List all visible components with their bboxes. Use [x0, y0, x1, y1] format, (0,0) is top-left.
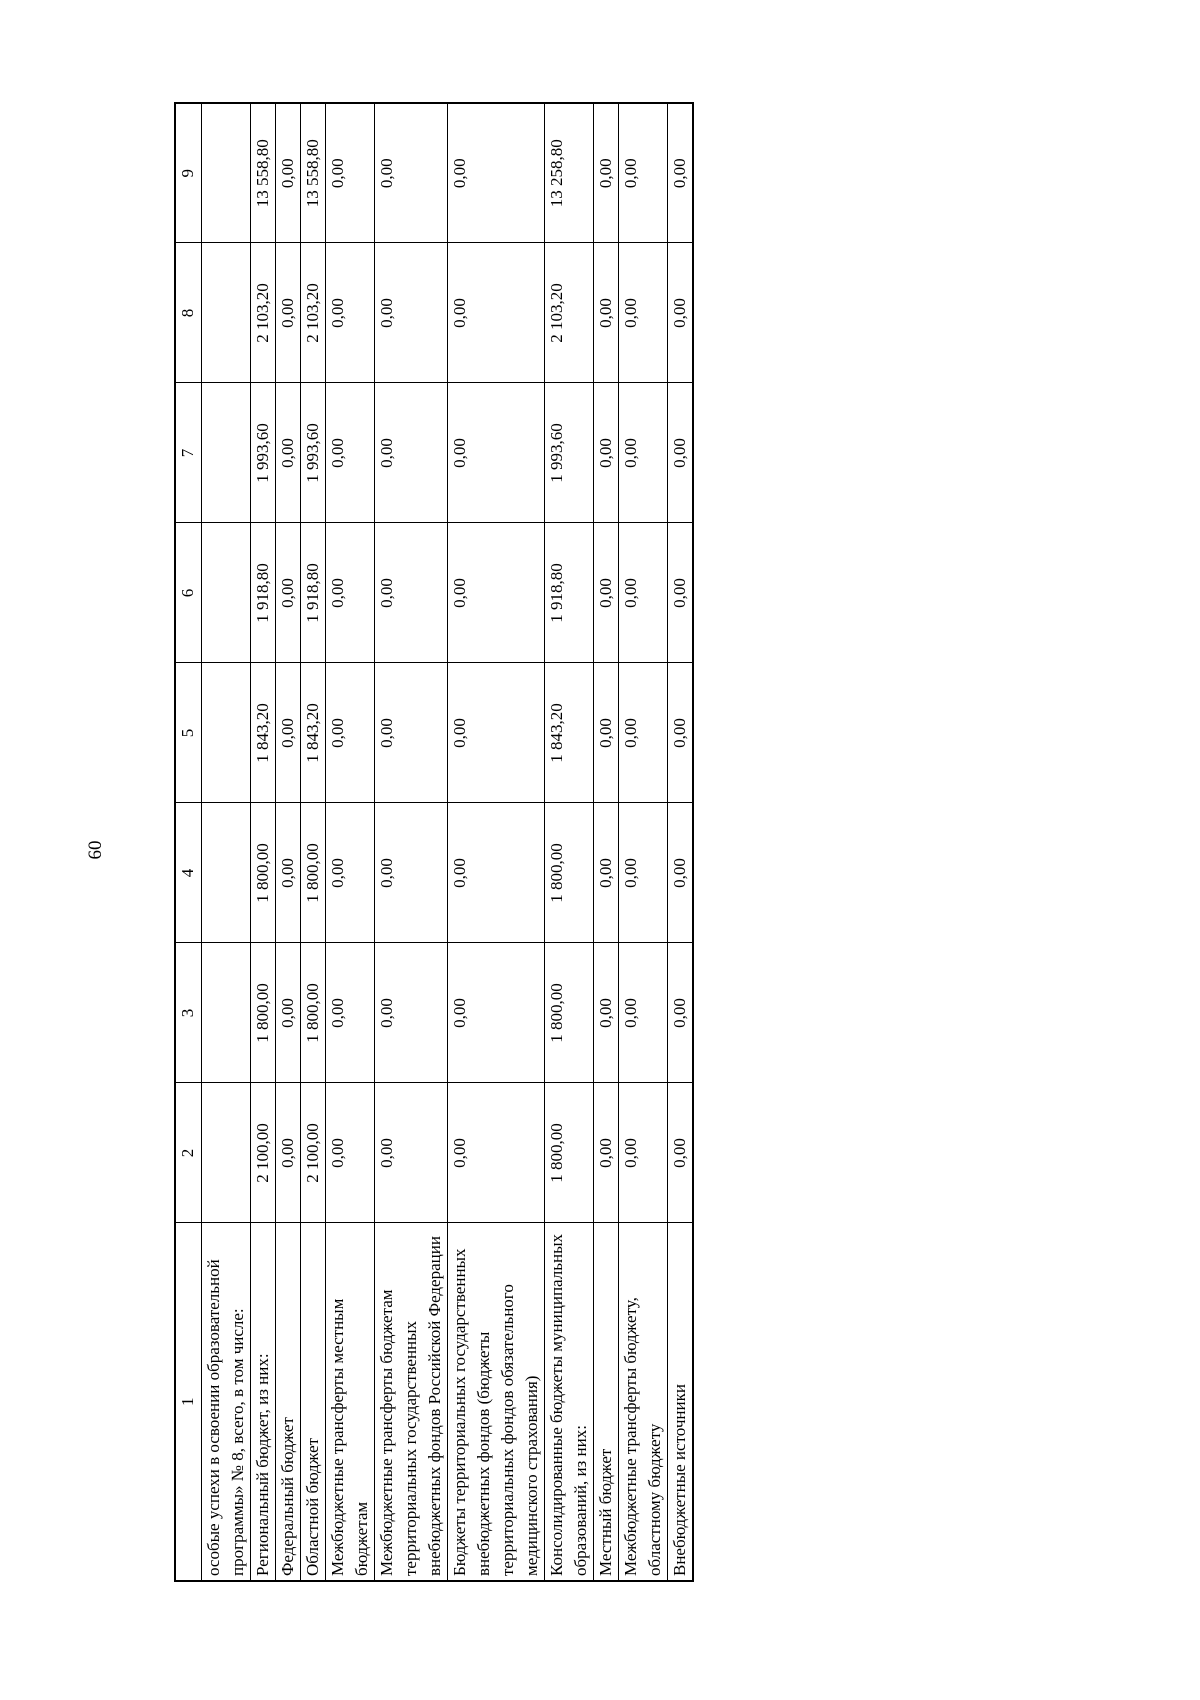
- value-cell: 2 103,20: [251, 243, 276, 383]
- value-cell: [202, 1083, 251, 1223]
- value-cell: 0,00: [619, 803, 668, 943]
- value-cell: 0,00: [375, 1083, 448, 1223]
- column-header: 9: [175, 103, 202, 243]
- value-cell: 0,00: [326, 943, 375, 1083]
- value-cell: 0,00: [276, 243, 301, 383]
- row-label: Внебюджетные источники: [668, 1223, 694, 1581]
- value-cell: 1 993,60: [301, 383, 326, 523]
- table-row: [668, 103, 694, 1581]
- value-cell: 0,00: [594, 243, 619, 383]
- value-cell: 0,00: [448, 383, 545, 523]
- value-cell: 0,00: [619, 1083, 668, 1223]
- value-cell: 0,00: [448, 1083, 545, 1223]
- row-label: Местный бюджет: [594, 1223, 619, 1581]
- table-row: [251, 103, 276, 1581]
- value-cell: 1 800,00: [301, 943, 326, 1083]
- rotated-table-container: [174, 104, 880, 1582]
- value-cell: 0,00: [619, 243, 668, 383]
- column-header: 2: [175, 1083, 202, 1223]
- row-label: Региональный бюджет, из них:: [251, 1223, 276, 1581]
- value-cell: 2 103,20: [545, 243, 594, 383]
- row-label: Бюджеты территориальных государственных внебюджетных фондов (бюджеты территориальных фондов обязательного медицинского страхования): [448, 1223, 545, 1581]
- column-header: 1: [175, 1223, 202, 1581]
- value-cell: 0,00: [326, 103, 375, 243]
- value-cell: 1 843,20: [251, 663, 276, 803]
- value-cell: 13 258,80: [545, 103, 594, 243]
- table-row: [301, 103, 326, 1581]
- value-cell: 0,00: [594, 803, 619, 943]
- row-label: Консолидированные бюджеты муниципальных образований, из них:: [545, 1223, 594, 1581]
- value-cell: 1 800,00: [545, 943, 594, 1083]
- value-cell: 1 800,00: [251, 803, 276, 943]
- value-cell: 0,00: [326, 663, 375, 803]
- value-cell: [202, 103, 251, 243]
- row-label: Межбюджетные трансферты бюджету, областному бюджету: [619, 1223, 668, 1581]
- value-cell: 0,00: [594, 523, 619, 663]
- value-cell: 0,00: [594, 1083, 619, 1223]
- value-cell: 0,00: [619, 943, 668, 1083]
- value-cell: 1 800,00: [545, 1083, 594, 1223]
- value-cell: 0,00: [619, 383, 668, 523]
- value-cell: 2 103,20: [301, 243, 326, 383]
- column-header: 4: [175, 803, 202, 943]
- value-cell: 13 558,80: [251, 103, 276, 243]
- row-label: Межбюджетные трансферты местным бюджетам: [326, 1223, 375, 1581]
- value-cell: 1 993,60: [251, 383, 276, 523]
- value-cell: [202, 243, 251, 383]
- value-cell: 0,00: [276, 803, 301, 943]
- value-cell: 0,00: [619, 523, 668, 663]
- value-cell: 0,00: [619, 663, 668, 803]
- value-cell: 0,00: [619, 103, 668, 243]
- value-cell: 1 843,20: [301, 663, 326, 803]
- table-row: [375, 103, 448, 1581]
- column-header: 3: [175, 943, 202, 1083]
- page-number: 60: [85, 840, 106, 860]
- value-cell: 0,00: [668, 243, 694, 383]
- value-cell: 1 800,00: [545, 803, 594, 943]
- value-cell: 0,00: [375, 803, 448, 943]
- value-cell: 0,00: [276, 103, 301, 243]
- value-cell: 0,00: [276, 943, 301, 1083]
- value-cell: 1 993,60: [545, 383, 594, 523]
- table-body: [202, 103, 694, 1581]
- value-cell: 0,00: [448, 943, 545, 1083]
- value-cell: 0,00: [594, 383, 619, 523]
- value-cell: 0,00: [276, 1083, 301, 1223]
- value-cell: 13 558,80: [301, 103, 326, 243]
- value-cell: [202, 383, 251, 523]
- table-row: [202, 103, 251, 1581]
- value-cell: 0,00: [448, 103, 545, 243]
- value-cell: 1 918,80: [301, 523, 326, 663]
- value-cell: 0,00: [448, 663, 545, 803]
- row-label: особые успехи в освоении образовательной программы» № 8, всего, в том числе:: [202, 1223, 251, 1581]
- value-cell: [202, 803, 251, 943]
- table-row: [326, 103, 375, 1581]
- value-cell: 2 100,00: [301, 1083, 326, 1223]
- value-cell: 0,00: [375, 383, 448, 523]
- column-header: 8: [175, 243, 202, 383]
- value-cell: 0,00: [668, 663, 694, 803]
- row-label: Межбюджетные трансферты бюджетам территориальных государственных внебюджетных фондов Российской Федерации: [375, 1223, 448, 1581]
- value-cell: [202, 523, 251, 663]
- value-cell: 0,00: [276, 523, 301, 663]
- value-cell: 1 800,00: [301, 803, 326, 943]
- value-cell: 0,00: [668, 383, 694, 523]
- value-cell: 0,00: [594, 663, 619, 803]
- value-cell: 0,00: [668, 803, 694, 943]
- value-cell: 0,00: [668, 103, 694, 243]
- column-header: 7: [175, 383, 202, 523]
- budget-table: [174, 102, 694, 1582]
- value-cell: 0,00: [326, 383, 375, 523]
- value-cell: 0,00: [668, 943, 694, 1083]
- header-row: [175, 103, 202, 1581]
- value-cell: 1 918,80: [251, 523, 276, 663]
- column-header: 5: [175, 663, 202, 803]
- value-cell: 0,00: [326, 1083, 375, 1223]
- value-cell: 0,00: [375, 523, 448, 663]
- value-cell: 2 100,00: [251, 1083, 276, 1223]
- row-label: Областной бюджет: [301, 1223, 326, 1581]
- value-cell: 0,00: [276, 383, 301, 523]
- table-row: [594, 103, 619, 1581]
- value-cell: 0,00: [326, 803, 375, 943]
- value-cell: 0,00: [375, 243, 448, 383]
- column-header: 6: [175, 523, 202, 663]
- value-cell: 0,00: [668, 523, 694, 663]
- table-row: [448, 103, 545, 1581]
- value-cell: 0,00: [594, 103, 619, 243]
- value-cell: 0,00: [448, 803, 545, 943]
- value-cell: 0,00: [668, 1083, 694, 1223]
- value-cell: 0,00: [594, 943, 619, 1083]
- value-cell: 0,00: [448, 243, 545, 383]
- value-cell: [202, 943, 251, 1083]
- value-cell: 0,00: [448, 523, 545, 663]
- value-cell: 0,00: [375, 103, 448, 243]
- table-row: [545, 103, 594, 1581]
- value-cell: 0,00: [326, 523, 375, 663]
- table-row: [619, 103, 668, 1581]
- value-cell: 0,00: [276, 663, 301, 803]
- row-label: Федеральный бюджет: [276, 1223, 301, 1581]
- value-cell: 0,00: [375, 943, 448, 1083]
- value-cell: 1 918,80: [545, 523, 594, 663]
- value-cell: 0,00: [326, 243, 375, 383]
- value-cell: 1 843,20: [545, 663, 594, 803]
- value-cell: 0,00: [375, 663, 448, 803]
- value-cell: 1 800,00: [251, 943, 276, 1083]
- table-row: [276, 103, 301, 1581]
- value-cell: [202, 663, 251, 803]
